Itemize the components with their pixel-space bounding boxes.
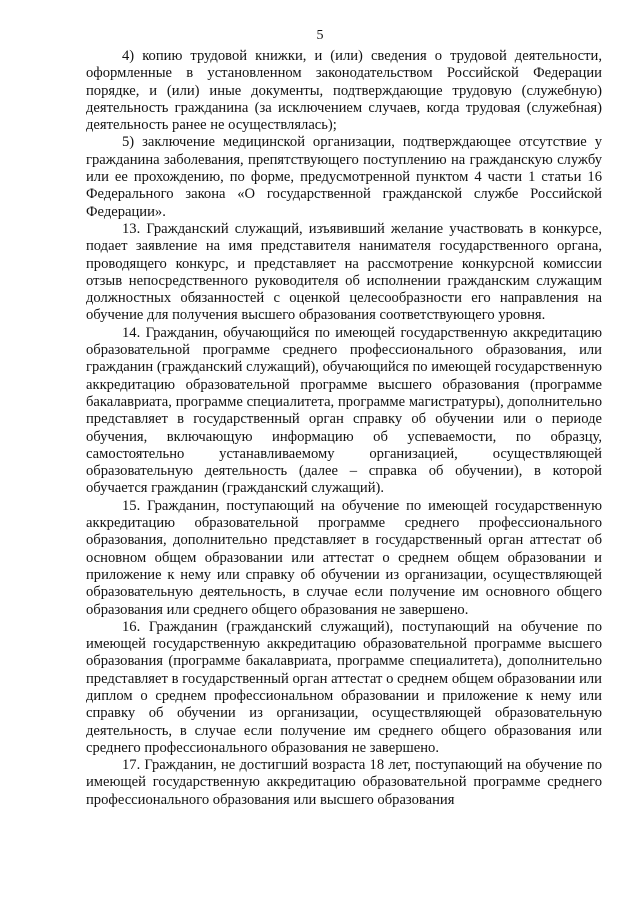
paragraph-item-5: 5) заключение медицинской организации, подтверждающее отсутствие у гражданина заболевания, препятствующего поступлению на гражданскую службу или ее прохождению, по форме, предусмотренной пунктом 4 части 1 статьи 16 Федерального закона «О государственной гражданской службе Российской Федерации». xyxy=(86,134,602,220)
paragraph-item-4: 4) копию трудовой книжки, и (или) сведения о трудовой деятельности, оформленные в установленном законодательством Российской Федерации порядке, и (или) иные документы, подтверждающие трудовую (служебную) деятельность гражданина (за исключением случаев, когда трудовая (служебная) деятельность ранее не осуществлялась); xyxy=(86,48,602,134)
paragraph-14: 14. Гражданин, обучающийся по имеющей государственную аккредитацию образовательной программе среднего профессионального образования, или гражданин (гражданский служащий), обучающийся по имеющей государственную аккредитацию образовательной программе высшего образования (программе бакалавриата, программе специалитета, программе магистратуры), дополнительно представляет в государственный орган справку об обучении или о периоде обучения, включающую информацию об успеваемости, по образцу, самостоятельно устанавливаемому организацией, осуществляющей образовательную деятельность (далее – справка об обучении), в которой обучается гражданин (гражданский служащий). xyxy=(86,324,602,497)
paragraph-13: 13. Гражданский служащий, изъявивший желание участвовать в конкурсе, подает заявление на имя представителя нанимателя государственного органа, проводящего конкурс, и представляет на рассмотрение конкурсной комиссии отзыв непосредственного руководителя об исполнении гражданским служащим должностных обязанностей с оценкой целесообразности его направления на обучение для получения высшего образования соответствующего уровня. xyxy=(86,220,602,324)
page-number: 5 xyxy=(316,28,324,43)
paragraph-15: 15. Гражданин, поступающий на обучение по имеющей государственную аккредитацию образовательной программе среднего профессионального образования, дополнительно представляет в государственный орган аттестат об основном общем образовании или аттестат о среднем общем образовании и приложение к нему или справку об обучении из организации, осуществляющей образовательную деятельность, в случае если получение им основного общего образования или среднего общего образования не завершено. xyxy=(86,497,602,618)
document-body xyxy=(86,48,602,809)
paragraph-17: 17. Гражданин, не достигший возраста 18 лет, поступающий на обучение по имеющей государственную аккредитацию образовательной программе среднего профессионального образования или высшего образования xyxy=(86,757,602,808)
paragraph-16: 16. Гражданин (гражданский служащий), поступающий на обучение по имеющей государственную аккредитацию образовательной программе высшего образования (программе бакалавриата, программе специалитета), дополнительно представляет в государственный орган аттестат о среднем общем образовании или диплом о среднем профессиональном образовании и приложение к нему или справку об обучении из организации, осуществляющей образовательную деятельность, в случае если получение им среднего общего образования или среднего профессионального образования не завершено. xyxy=(86,618,602,756)
